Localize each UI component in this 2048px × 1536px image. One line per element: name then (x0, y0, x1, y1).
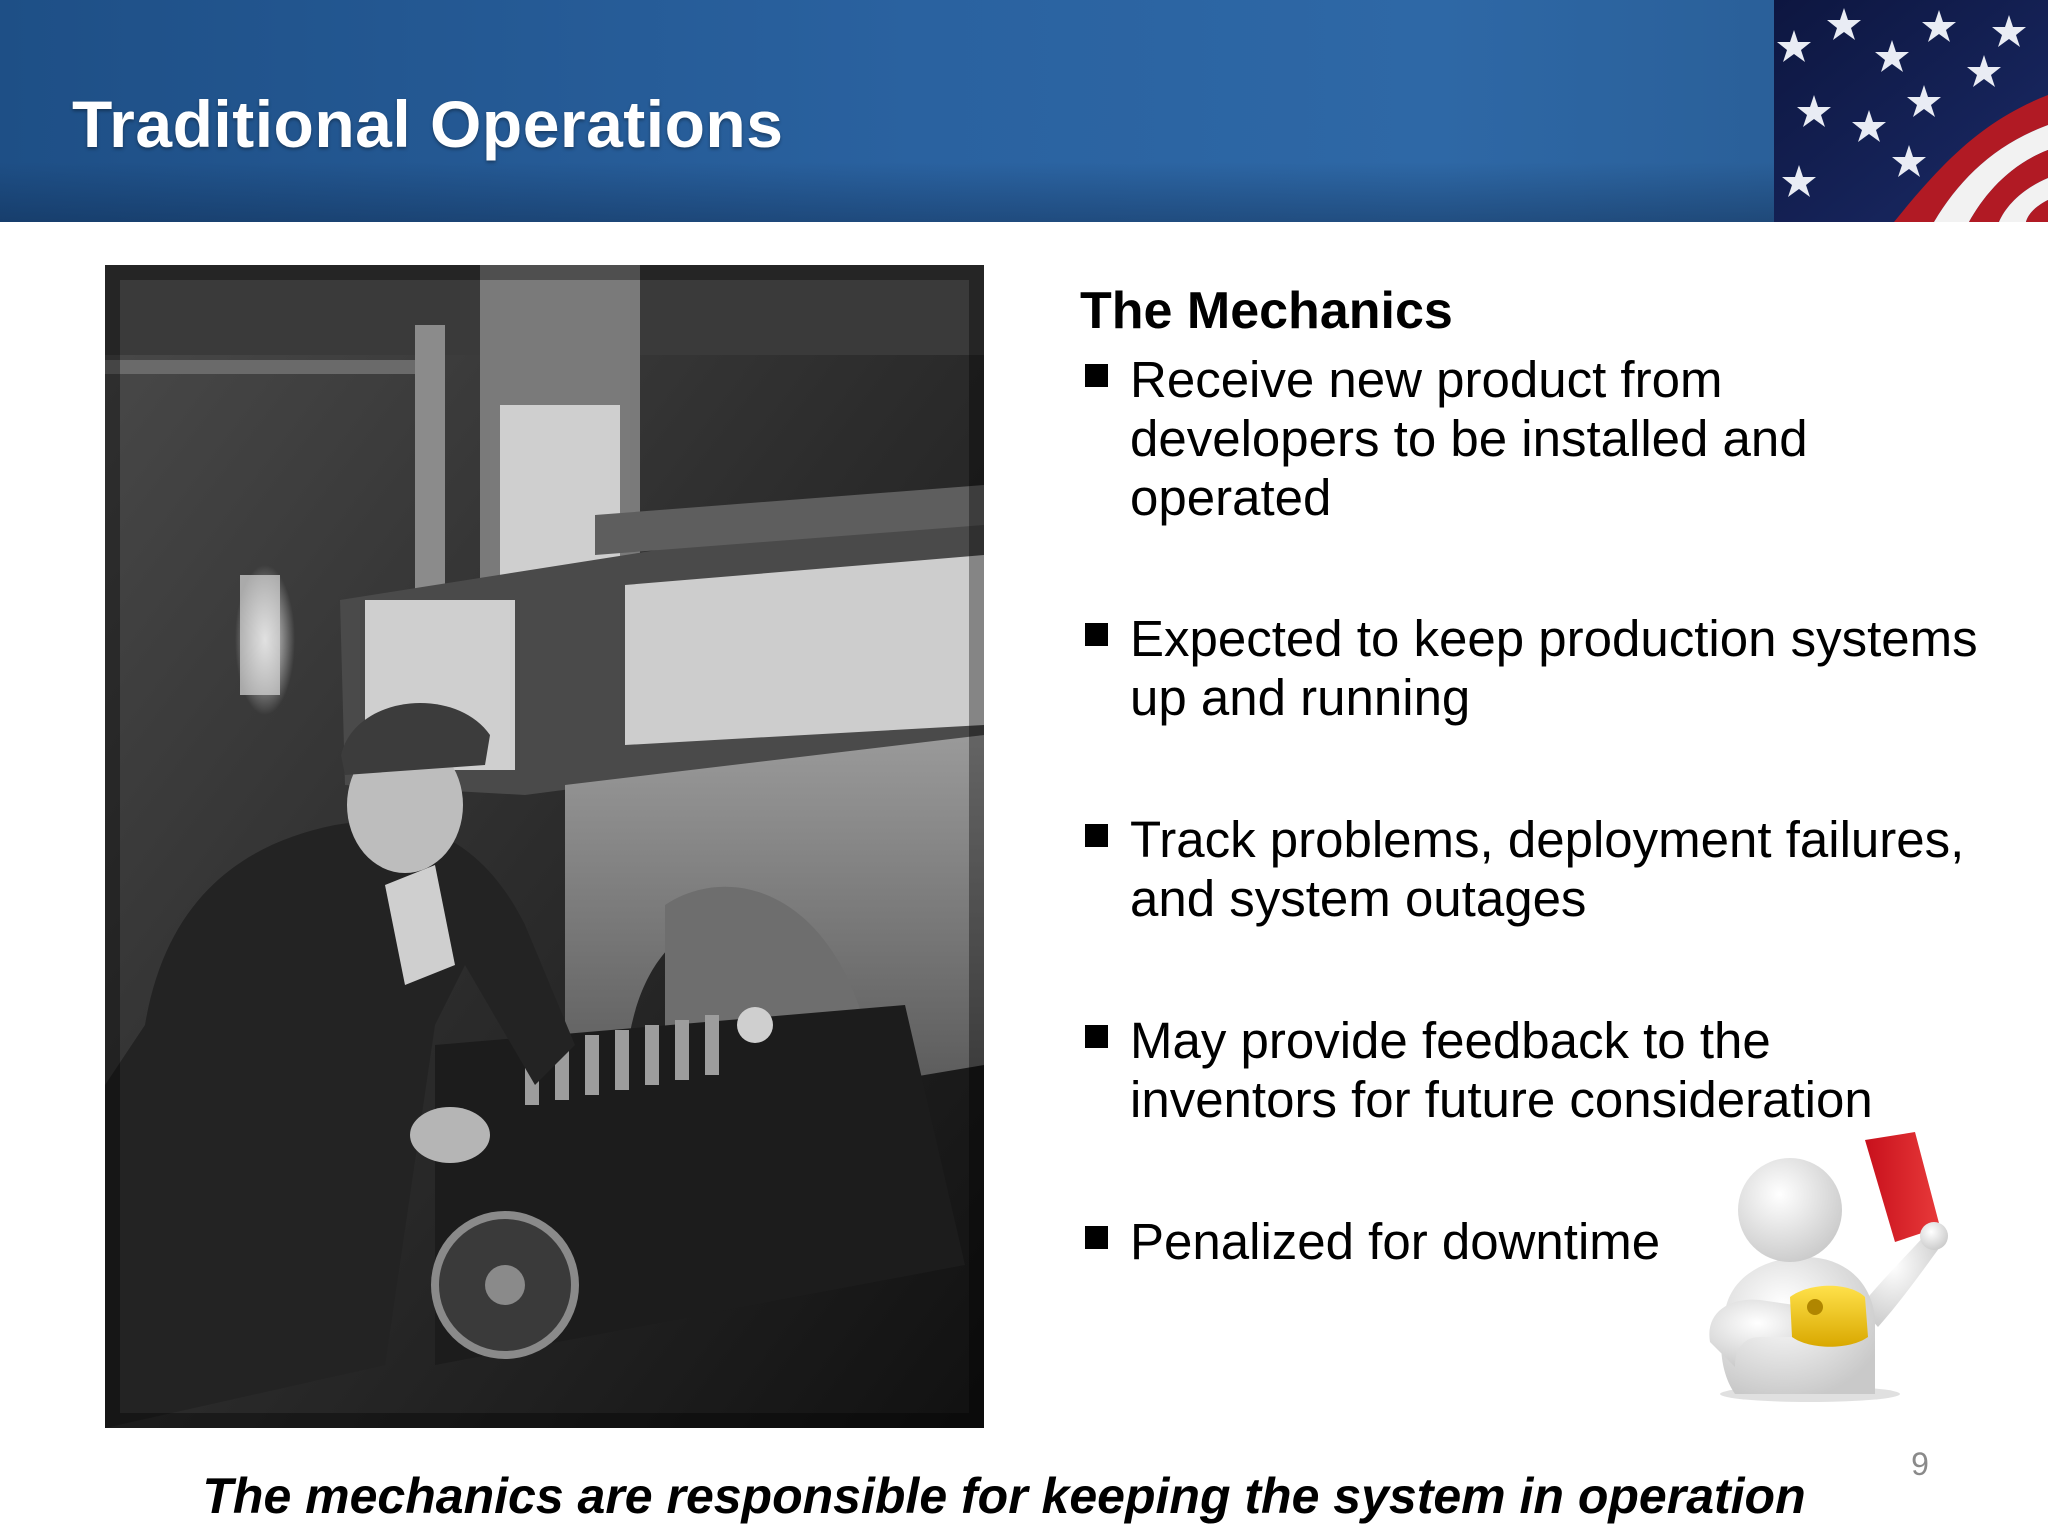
bullet-text: Expected to keep production systems up and running (1130, 610, 1978, 726)
square-bullet-icon (1085, 1226, 1108, 1249)
square-bullet-icon (1085, 623, 1108, 646)
list-item (1080, 810, 1980, 928)
section-heading: The Mechanics (1080, 282, 1453, 340)
bullet-text: Receive new product from developers to be installed and operated (1130, 351, 1808, 526)
bullet-text: May provide feedback to the inventors for future consideration (1130, 1012, 1873, 1128)
mechanic-photo-image (105, 265, 984, 1428)
page-number: 9 (1911, 1446, 1929, 1482)
slide-caption: The mechanics are responsible for keeping the system in operation (202, 1468, 1806, 1524)
list-item (1080, 1011, 1980, 1129)
square-bullet-icon (1085, 1025, 1108, 1048)
slide-title: Traditional Operations (72, 87, 784, 161)
list-item (1080, 350, 1980, 527)
bullet-text: Track problems, deployment failures, and system outages (1130, 811, 1965, 927)
square-bullet-icon (1085, 824, 1108, 847)
american-flag-icon (1774, 0, 2048, 222)
list-item (1080, 1212, 1660, 1271)
bullet-text: Penalized for downtime (1130, 1213, 1661, 1270)
header-banner (0, 0, 2048, 222)
referee-figure-icon (1690, 1132, 1960, 1404)
list-item (1080, 609, 1980, 727)
mechanic-photo (105, 265, 984, 1428)
square-bullet-icon (1085, 364, 1108, 387)
